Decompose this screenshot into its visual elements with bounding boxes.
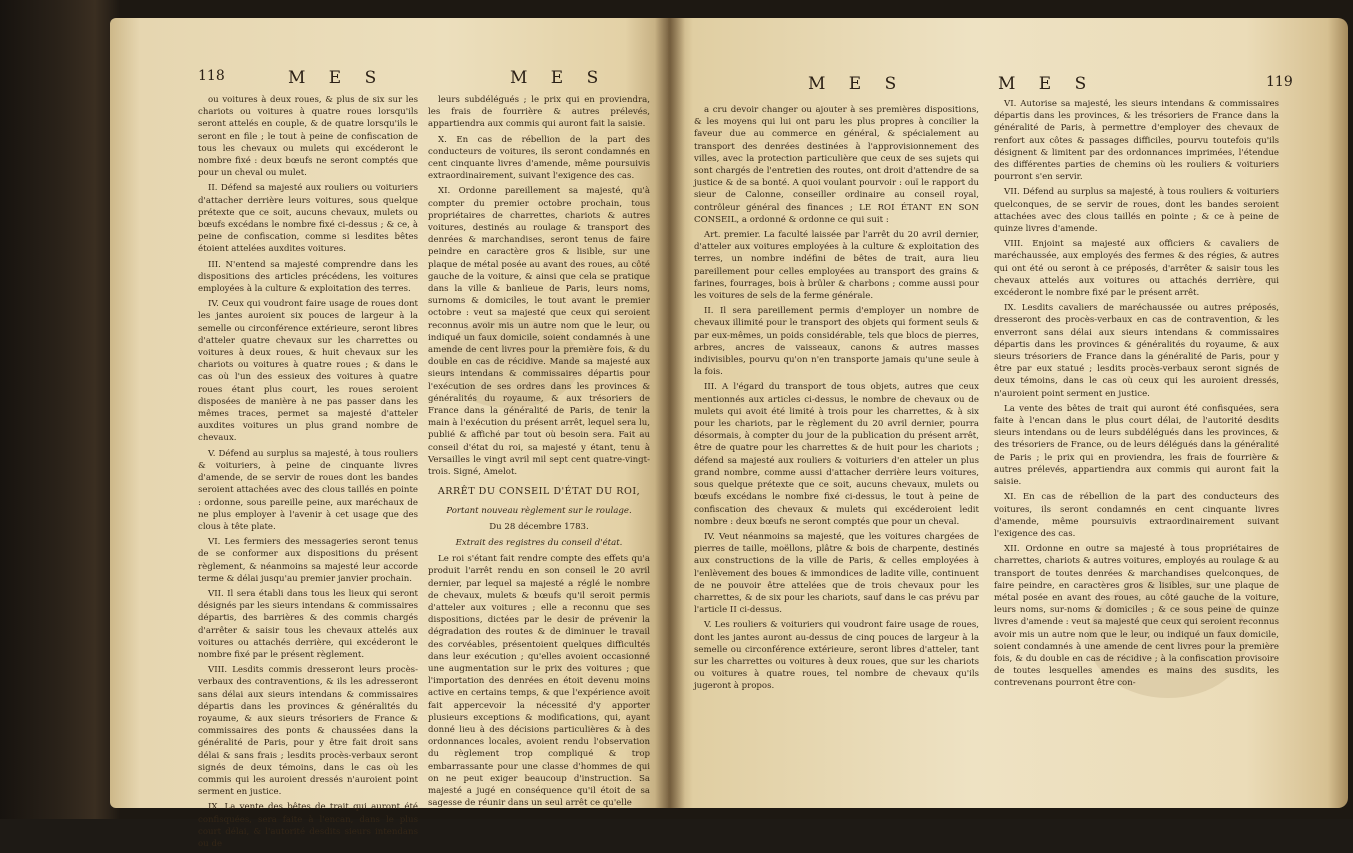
- paragraph: a cru devoir changer ou ajouter à ses premières dispositions, & les moyens qui lui ont paru les plus propres à concilier la faveur due au commerce en général, & spécialement au transport des denrées destinées à l'approvisionnement des villes, avec la protection particulière que ceux de ses sujets qui sont chargés de l'entretien des routes, ont droit d'attendre de sa justice & de sa bonté. A quoi voulant pourvoir : ouï le rapport du sieur de Calonne, conseiller ordinaire au conseil royal, contrôleur général des finances ; LE ROI ÉTANT EN SON CONSEIL, a ordonné & ordonne ce qui suit :: [694, 105, 979, 225]
- text-column-1: [198, 94, 418, 853]
- paragraph: VIII. Lesdits commis dresseront leurs procès-verbaux des contraventions, & ils les adresseront sans délai aux sieurs intendans & commissaires départis dans les provinces & généralités du royaume, & aux sieurs trésoriers de France & commissaires des ponts & chaussées dans la généralité de Paris, pour y être fait droit sans délai & sans frais ; lesdits procès-verbaux seront signés de deux témoins, dans le cas où les commis qui les auroient dressés n'auroient point serment en justice.: [198, 665, 418, 798]
- paragraph: V. Les rouliers & voituriers qui voudront faire usage de roues, dont les jantes auront au-dessus de cinq pouces de largeur à la semelle ou circonférence extérieure, seront libres d'atteler, tant sur les charrettes ou voitures à deux roues, que sur les chariots ou voitures à quatre roues, tel nombre de chevaux qu'ils jugeront à propos.: [694, 620, 979, 692]
- section-title: ARRÊT DU CONSEIL D'ÉTAT DU ROI,: [437, 486, 641, 498]
- book-gutter: [655, 18, 685, 808]
- paragraph: XI. Ordonne pareillement sa majesté, qu'à compter du premier octobre prochain, tous propriétaires de charrettes, chariots & autres voitures, destinés au roulage & transport des denrées & marchandises, seront tenus de faire peindre en caractère gros & lisible, sur une plaque de métal posée au avant des roues, au côté gauche de la voiture, & ainsi que cela se pratique dans la ville & banlieue de Paris, leurs noms, surnoms & domiciles, le tout avant le premier octobre : veut sa majesté que ceux qui seroient reconnus avoir mis un autre nom que le leur, ou indiqué un faux domicile, soient condamnés à une amende de cent livres pour la première fois, & du double en cas de récidive. Mande sa majesté aux sieurs intendans & commissaires départis pour l'exécution de ses ordres dans les provinces & généralités du royaume, & aux trésoriers de France dans la généralité de Paris, de tenir la main à l'exécution du présent arrêt, lequel sera lu, publié & affiché par tout où besoin sera. Fait au conseil d'état du roi, sa majesté y étant, tenu à Versailles le vingt avril mil sept cent quatre-vingt-trois. Signé, Amelot.: [428, 186, 650, 478]
- paragraph: II. Défend sa majesté aux rouliers ou voituriers d'attacher derrière leurs voitures, sous quelque prétexte que ce soit, aucuns chevaux, mulets ou bœufs excédans le nombre fixé ci-dessus ; & ce, à peine de confiscation, comme si lesdites bêtes étoient attelées auxdites voitures.: [198, 183, 418, 255]
- section-extract: Extrait des registres du conseil d'état.: [455, 537, 623, 548]
- paragraph: VI. Autorise sa majesté, les sieurs intendans & commissaires départis dans les provinces, & les trésoriers de France dans la généralité de Paris, à permettre d'employer des chevaux de renfort aux côtes & passages difficiles, pourvu toutefois qu'ils désignent & limitent par des ordonnances imprimées, l'étendue des différentes parties de chemins où les rouliers & voituriers pourront s'en servir.: [994, 99, 1279, 183]
- paragraph: Le roi s'étant fait rendre compte des effets qu'a produit l'arrêt rendu en son conseil le 20 avril dernier, par lequel sa majesté a réglé le nombre de chevaux, mulets & bœufs qu'il seroit permis d'atteler aux voitures ; elle a reconnu que ses dispositions, dictées par le desir de prévenir la dégradation des routes & de diminuer le travail des corvéables, présentoient quelques difficultés dans leur exécution ; qu'elles avoient occasionné une augmentation sur le prix des voitures ; que l'importation des denrées en étoit devenu moins active en certains temps, & que l'expérience avoit fait appercevoir la nécessité d'y apporter plusieurs exceptions & modifications, qui, ayant donné lieu à des décisions particulières & à des ordonnances locales, avoient rendu l'observation du règlement trop compliqué & trop embarrassante pour une classe d'hommes de qui on ne peut exiger beaucoup d'instruction. Sa majesté a jugé en conséquence qu'il étoit de sa sagesse de réunir dans un seul arrêt ce qu'elle: [428, 554, 650, 809]
- paragraph: II. Il sera pareillement permis d'employer un nombre de chevaux illimité pour le transport des objets qui forment seuls & par eux-mêmes, un poids considérable, tels que blocs de pierres, arbres, ancres de vaisseaux, canons & autres masses indivisibles, pourvu qu'on n'en transporte jamais qu'une seule à la fois.: [694, 306, 979, 378]
- paragraph: Art. premier. La faculté laissée par l'arrêt du 20 avril dernier, d'atteler aux voitures employées à la culture & exploitation des terres, un nombre indéfini de bêtes de trait, aura lieu pareillement pour celles employées au transport des grains & farines, fourrages, bois à brûler & charbons ; comme aussi pour les voitures de sels de la ferme générale.: [694, 230, 979, 302]
- right-page: [668, 18, 1348, 808]
- paragraph: VIII. Enjoint sa majesté aux officiers & cavaliers de maréchaussée, aux employés des fermes & des régies, & autres qui ont été ou seront à ce préposés, d'arrêter & saisir tous les chevaux attelés aux voitures ou attachés derrière, qui excéderont le nombre fixé par le présent arrêt.: [994, 239, 1279, 299]
- paragraph: XII. Ordonne en outre sa majesté à tous propriétaires de charrettes, chariots & autres voitures, employés au roulage & au transport de toutes denrées & marchandises quelconques, de faire peindre, en caractères gros & lisibles, sur une plaque de métal posée en avant des roues, au côté gauche de la voiture, leurs noms, sur-noms & domiciles ; & ce sous peine de quinze livres d'amende : veut sa majesté que ceux qui seroient reconnus avoir mis un autre nom que le leur, ou indiqué un faux domicile, soient condamnés à une amende de cent livres pour la première fois, & du double en cas de récidive ; à la confiscation provisoire de toutes lesquelles amendes es mains des susdits, les contrevenans pourront être con-: [994, 544, 1279, 689]
- paragraph: XI. En cas de rébellion de la part des conducteurs des voitures, ils seront condamnés en cent cinquante livres d'amende, même poursuivis extraordinairement suivant l'exigence des cas.: [994, 492, 1279, 539]
- paragraph: VII. Il sera établi dans tous les lieux qui seront désignés par les sieurs intendans & commissaires départis, des barrières & des commis chargés d'arrêter & saisir tous les chevaux attelés aux voitures ou attachés derrière, qui excéderont le nombre fixé par le présent règlement.: [198, 588, 418, 660]
- running-head: M E S: [998, 74, 1096, 94]
- paragraph: V. Défend au surplus sa majesté, à tous rouliers & voituriers, à peine de cinquante livres d'amende, de se servir de roues dont les bandes seroient attachées avec des clous taillés en pointe : ordonne, sous pareille peine, aux maréchaux de ne plus employer à l'avenir à cet usage que des clous à tête plate.: [198, 448, 418, 532]
- text-column-1: [694, 104, 979, 696]
- paragraph: IX. La vente des bêtes de trait qui auront été confisquées, sera faite à l'encan, dans le plus court délai, & l'autorité desdits sieurs intendans ou de: [198, 802, 418, 849]
- paragraph: VI. Les fermiers des messageries seront tenus de se conformer aux dispositions du présent règlement, & néanmoins sa majesté leur accorde terme & délai jusqu'au premier janvier prochain.: [198, 537, 418, 584]
- paragraph: X. En cas de rébellion de la part des conducteurs de voitures, ils seront condamnés en cent cinquante livres d'amende, même poursuivis extraordinairement, suivant l'exigence des cas.: [428, 134, 650, 182]
- running-head: M E S: [288, 68, 386, 88]
- paragraph: IV. Veut néanmoins sa majesté, que les voitures chargées de pierres de taille, moëllons, plâtre & bois de charpente, destinés aux constructions de la ville de Paris, & celles employées à l'enlèvement des boues & immondices de ladite ville, continuent de ne pouvoir être attelées que de trois chevaux pour les charrettes, & de six pour les chariots, sauf dans le cas prévu par l'article II ci-dessus.: [694, 531, 979, 616]
- paragraph: III. A l'égard du transport de tous objets, autres que ceux mentionnés aux articles ci-dessus, le nombre de chevaux ou de mulets qui avoit été limité à trois pour les charrettes, & à six pour les chariots, par le règlement du 20 avril dernier, pourra désormais, à compter du jour de la publication du présent arrêt, être de quatre pour les charrettes & de huit pour les chariots ; défend sa majesté aux rouliers & voituriers d'en atteler un plus grand nombre, comme aussi d'attacher derrière leurs voitures, sous quelque prétexte que ce soit, aucuns chevaux, mulets ou bœufs excédans le nombre fixé ci-dessus, le tout à peine de confiscation des chevaux & mulets qui excéderoient ledit nombre : deux bœufs ne seront comptés que pour un cheval.: [694, 382, 979, 527]
- running-head: M E S: [808, 74, 906, 94]
- text-column-2: [428, 94, 650, 812]
- paragraph: leurs subdélégués ; le prix qui en proviendra, les frais de fourrière & autres prélevés, appartiendra aux commis qui auront fait la saisie.: [428, 95, 650, 130]
- section-date: Du 28 décembre 1783.: [489, 521, 589, 532]
- running-head: M E S: [510, 68, 608, 88]
- paragraph: VII. Défend au surplus sa majesté, à tous rouliers & voituriers quelconques, de se servir de roues, dont les bandes seroient attachées avec des clous taillés en pointe ; & ce à peine de quinze livres d'amende.: [994, 187, 1279, 235]
- section-subtitle: Portant nouveau règlement sur le roulage.: [446, 505, 632, 516]
- paragraph: IX. Lesdits cavaliers de maréchaussée ou autres préposés, dresseront des procès-verbaux en cas de contravention, & les enverront sans délai aux sieurs intendans & commissaires départis dans les provinces & généralités du royaume, & aux sieurs trésoriers de France dans la généralité de Paris, pour y être par eux statué ; lesdits procès-verbaux seront signés de deux témoins, dans le cas où ceux qui les auroient dressés, n'auroient point serment en justice.: [994, 303, 1279, 399]
- paragraph: IV. Ceux qui voudront faire usage de roues dont les jantes auroient six pouces de largeur à la semelle ou circonférence extérieure, seront libres d'atteler quatre chevaux sur les charrettes ou voitures à deux roues, & huit chevaux sur les chariots ou voitures à quatre roues ; & dans le cas où l'un des essieux des voitures à quatre roues étant plus court, les roues seroient disposées de manière à ne pas passer dans les mêmes traces, permet sa majesté d'atteler auxdites voitures un plus grand nombre de chevaux.: [198, 299, 418, 444]
- left-page: [110, 18, 670, 849]
- text-column-2: [994, 98, 1279, 693]
- page-number: 119: [1266, 74, 1293, 90]
- page-number: 118: [198, 68, 225, 84]
- paragraph: ou voitures à deux roues, & plus de six sur les chariots ou voitures à quatre roues lorsqu'ils seront attelés en couple, & de quatre lorsqu'ils le seront en file ; le tout à peine de confiscation de tous les chevaux ou mulets qui excéderont le nombre fixé : deux bœufs ne seront comptés que pour un cheval ou mulet.: [198, 95, 418, 179]
- paragraph: La vente des bêtes de trait qui auront été confisquées, sera faite à l'encan dans le plus court délai, de l'autorité desdits sieurs intendans ou de leurs subdélégués dans les provinces, & des trésoriers de France, ou de leurs délégués dans la généralité de Paris ; le prix qui en proviendra, les frais de fourrière & autres prélevés, appartiendra aux commis qui auront fait la saisie.: [994, 403, 1279, 488]
- paragraph: III. N'entend sa majesté comprendre dans les dispositions des articles précédens, les voitures employées à la culture & exploitation des terres.: [198, 259, 418, 295]
